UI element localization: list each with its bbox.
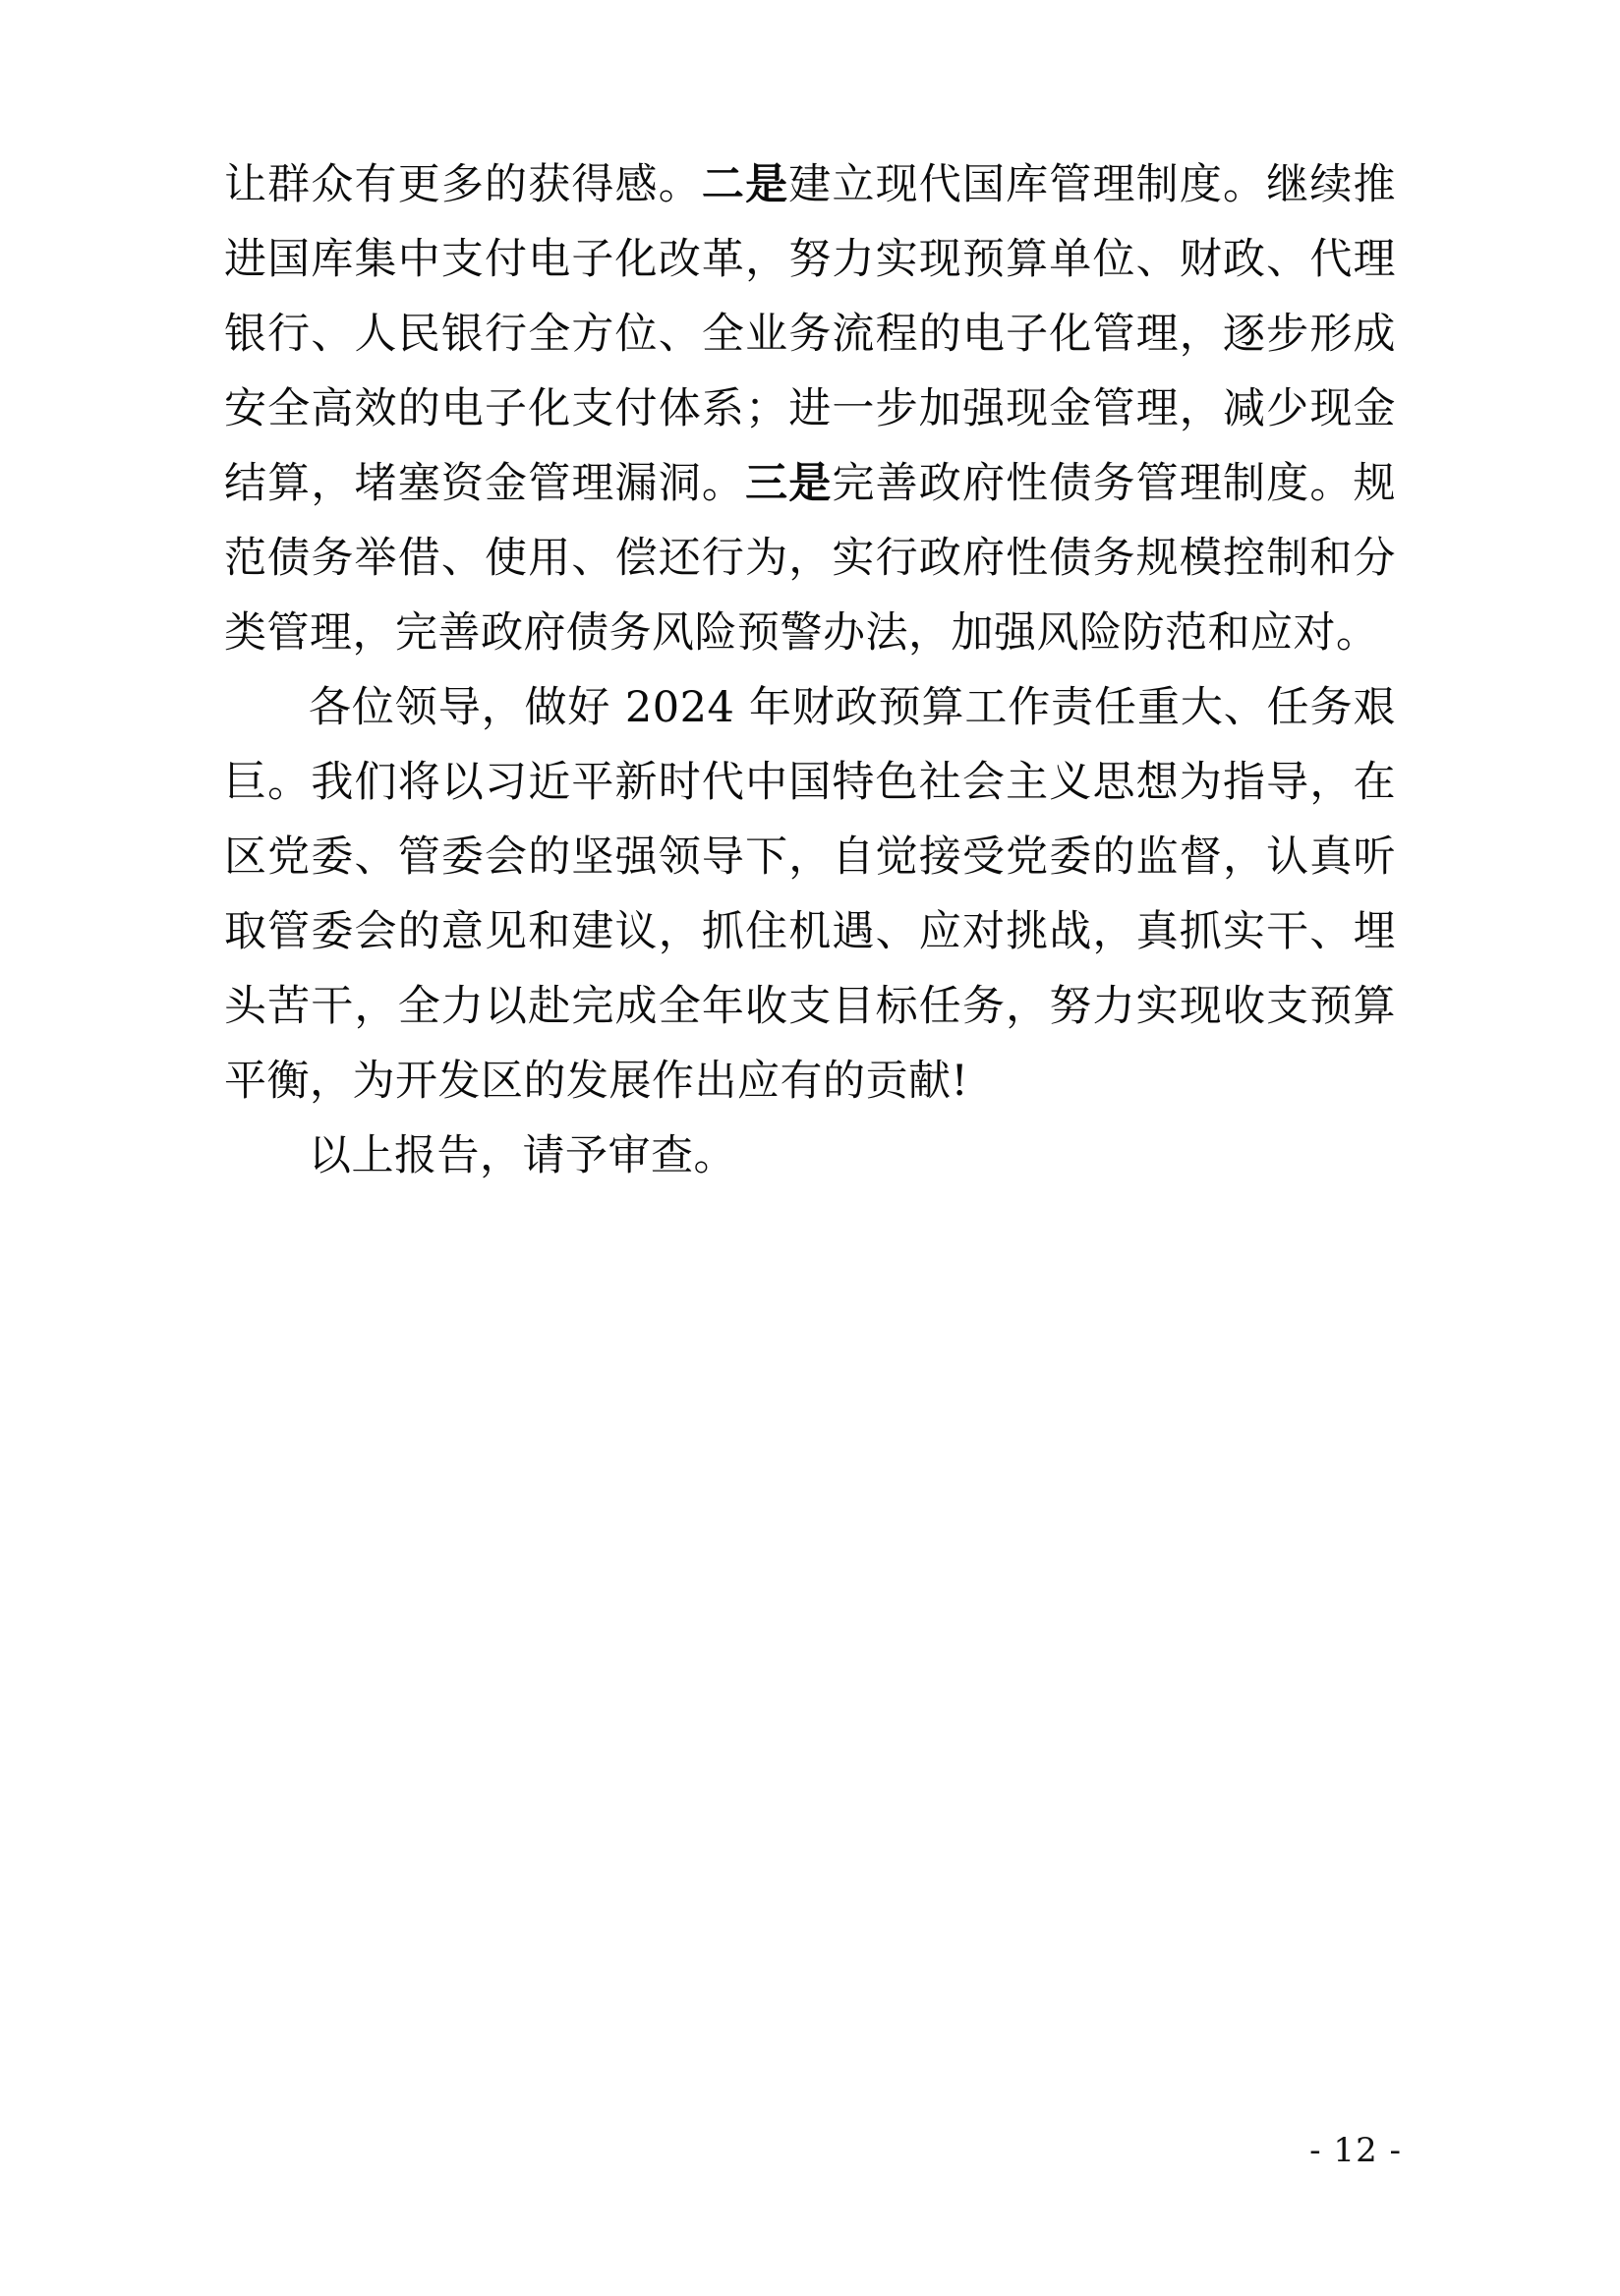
document-body: [224, 147, 1396, 1193]
paragraph-text: 各位领导，做好 2024 年财政预算工作责任重大、任务艰巨。我们将以习近平新时代中国特色社会主义思想为指导，在区党委、管委会的坚强领导下，自觉接受党委的监督，认真听取管委会的意见和建议，抓住机遇、应对挑战，真抓实干、埋头苦干，全力以赴完成全年收支目标任务，努力实现收支预算平衡，为开发区的发展作出应有的贡献!: [224, 683, 1396, 1106]
page-number: - 12 -: [1309, 2131, 1402, 2170]
paragraph-text: 以上报告，请予审查。: [309, 1131, 736, 1180]
paragraph: [224, 670, 1396, 1119]
paragraph: [224, 147, 1396, 670]
paragraph-text: 让群众有更多的获得感。: [224, 160, 702, 209]
paragraph: [224, 1119, 1396, 1193]
paragraph-lead-bold: 二是: [701, 160, 789, 209]
paragraph-text: 完善政府性债务管理制度。规范债务举借、使用、偿还行为，实行政府性债务规模控制和分类管理，完善政府债务风险预警办法，加强风险防范和应对。: [224, 459, 1397, 658]
paragraph-text: 建立现代国库管理制度。继续推进国库集中支付电子化改革，努力实现预算单位、财政、代理银行、人民银行全方位、全业务流程的电子化管理，逐步形成安全高效的电子化支付体系；进一步加强现金管理，减少现金结算，堵塞资金管理漏洞。: [224, 160, 1397, 508]
paragraph-lead-bold: 三是: [745, 459, 833, 508]
